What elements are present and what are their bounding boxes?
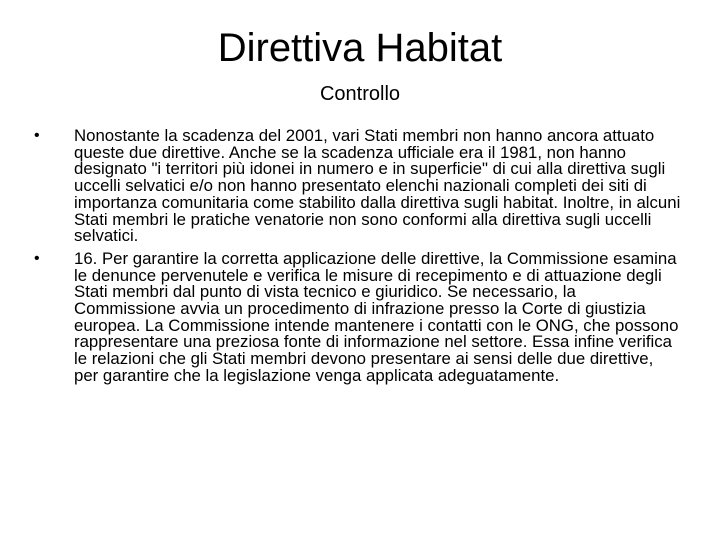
bullet-text-1: Nonostante la scadenza del 2001, vari Stati membri non hanno ancora attuato queste due direttive. Anche se la scadenza ufficiale era il 1981, non hanno designato "i territori più idonei in numero e in superficie" di cui alla direttiva sugli uccelli selvatici e/o non hanno presentato elenchi nazionali completi dei siti di importanza comunitaria come stabilito dalla direttiva sugli habitat. Inoltre, in alcuni Stati membri le pratiche venatorie non sono conformi alla direttiva sugli uccelli selvatici. — [74, 126, 681, 246]
slide-subtitle: Controllo — [319, 83, 401, 105]
bullet-list — [34, 128, 682, 391]
bullet-text-2: 16. Per garantire la corretta applicazione delle direttive, la Commissione esamina le denunce pervenutele e verifica le misure di recepimento e di attuazione degli Stati membri dal punto di vista tecnico e giuridico. Se necessario, la Commissione avvia un procedimento di infrazione presso la Corte di giustizia europea. La Commissione intende mantenere i contatti con le ONG, che possono rappresentare una preziosa fonte di informazione nel settore. Essa infine verifica le relazioni che gli Stati membri devono presentare ai sensi delle due direttive, per garantire che la legislazione venga applicata adeguatamente. — [74, 248, 679, 385]
bullet-icon: • — [34, 249, 40, 267]
slide-title: Direttiva Habitat — [217, 26, 503, 70]
bullet-icon: • — [34, 127, 40, 144]
bullet-item-2 — [34, 248, 682, 385]
bullet-item-1 — [34, 128, 682, 245]
